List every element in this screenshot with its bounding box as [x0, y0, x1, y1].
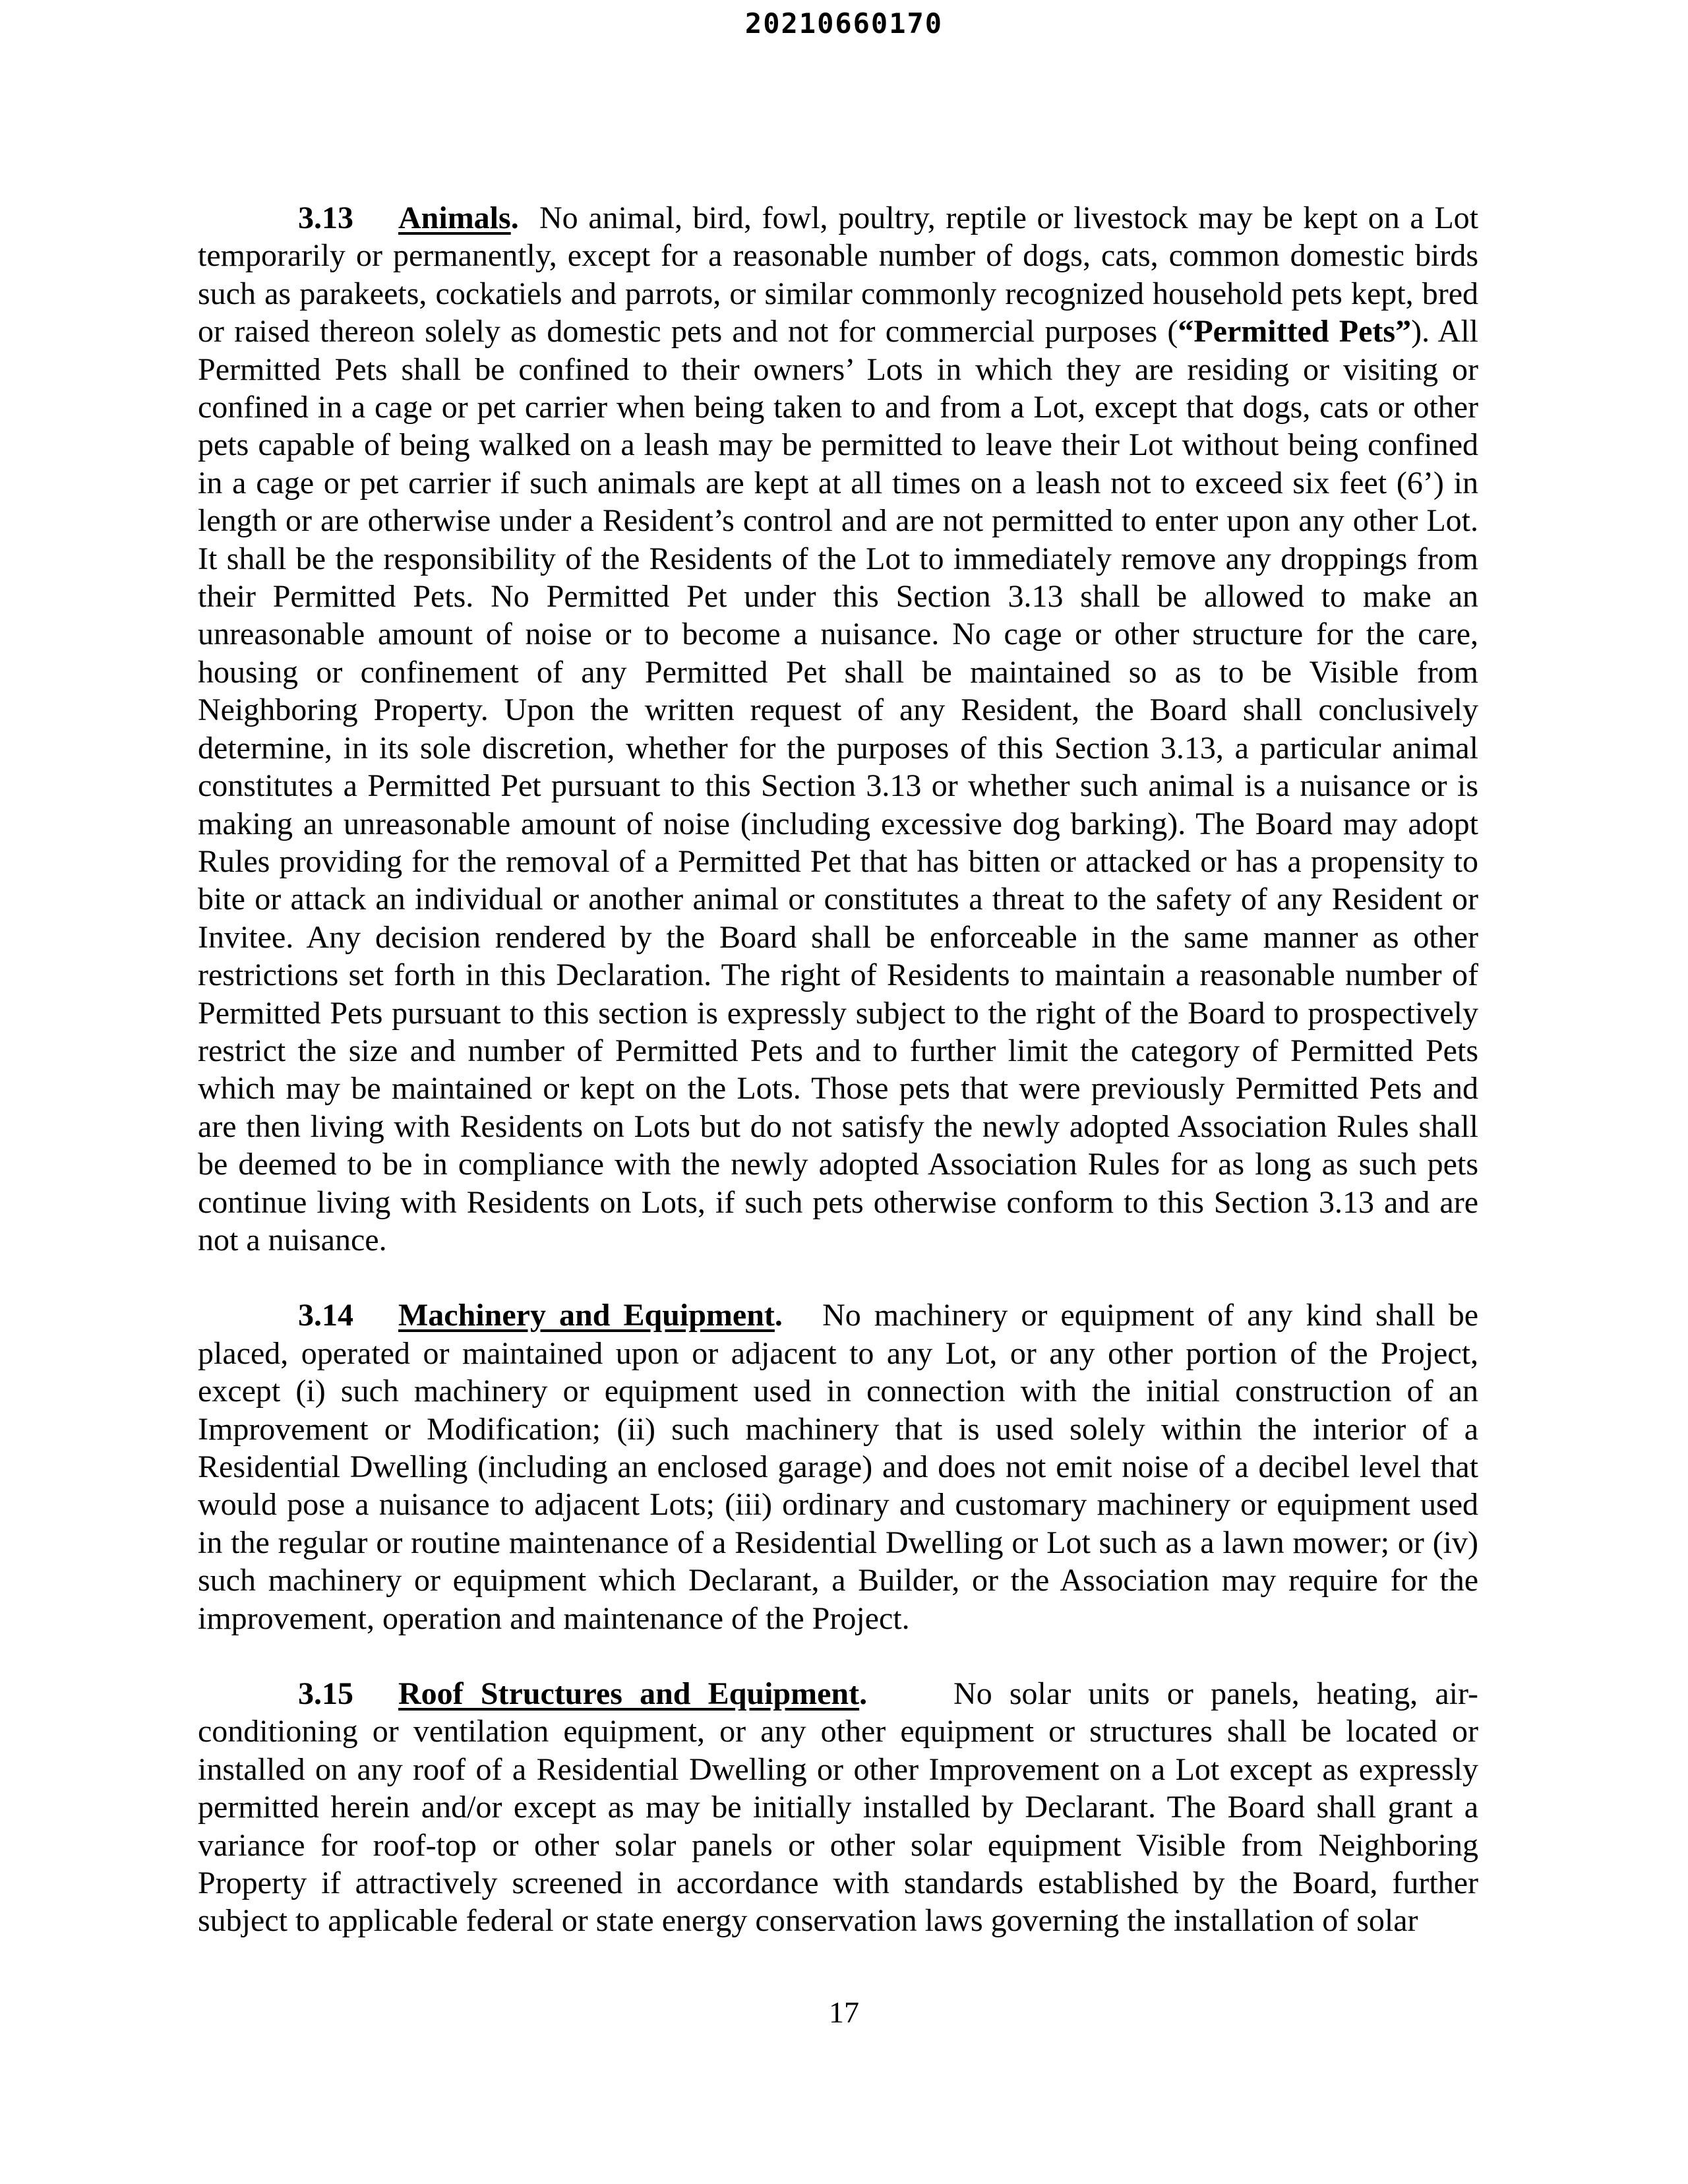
section-3-14: 3.14 Machinery and Equipment. No machinery or equipment of any kind shall be placed, operated or maintained upon or adjacent to any Lot, or any other portion of the Project, except (i) such machinery or equipment used in connection with the initial construction of an Improvement or Modification; (ii) such machinery that is used solely within the interior of a Residential Dwelling (including an enclosed garage) and does not emit noise of a decibel level that would pose a nuisance to adjacent Lots; (iii) ordinary and customary machinery or equipment used in the regular or routine maintenance of a Residential Dwelling or Lot such as a lawn mower; or (iv) such machinery or equipment which Declarant, a Builder, or the Association may require for the improvement, operation and maintenance of the Project.	[198, 1298, 1479, 1636]
section-number: 3.13	[298, 200, 353, 235]
defined-term: “Permitted Pets”	[1178, 314, 1412, 349]
document-body	[198, 199, 1478, 1978]
section-title: Machinery and Equipment	[398, 1298, 775, 1333]
section-title: Roof Structures and Equipment	[398, 1676, 860, 1712]
page-number: 17	[829, 1995, 859, 2029]
section-3-15: 3.15 Roof Structures and Equipment. No solar units or panels, heating, air-conditioning or ventilation equipment, or any other equipment or structures shall be located or installed on any roof of a Residential Dwelling or other Improvement on a Lot except as expressly permitted herein and/or except as may be initially installed by Declarant. The Board shall grant a variance for roof-top or other solar panels or other solar equipment Visible from Neighboring Property if attractively screened in accordance with standards established by the Board, further subject to applicable federal or state energy conservation laws governing the installation of solar	[198, 1676, 1479, 1939]
section-text: No solar units or panels, heating, air-conditioning or ventilation equipment, or any other equipment or structures shall be located or installed on any roof of a Residential Dwelling or other Improvement on a Lot except as expressly permitted herein and/or except as may be initially installed by Declarant. The Board shall grant a variance for roof-top or other solar panels or other solar equipment Visible from Neighboring Property if attractively screened in accordance with standards established by the Board, further subject to applicable federal or state energy conservation laws governing the installation of solar	[198, 1676, 1479, 1939]
document-number: 20210660170	[744, 7, 944, 40]
section-number: 3.15	[298, 1676, 353, 1712]
section-text: No animal, bird, fowl, poultry, reptile or livestock may be kept on a Lot temporarily or permanently, except for a reasonable number of dogs, cats, common domestic birds such as parakeets, cockatiels and parrots, or similar commonly recognized household pets kept, bred or raised thereon solely as domestic pets and not for commercial purposes (	[198, 200, 1479, 349]
section-title: Animals	[398, 200, 511, 235]
section-3-13: 3.13 Animals. No animal, bird, fowl, poultry, reptile or livestock may be kept on a Lot temporarily or permanently, except for a reasonable number of dogs, cats, common domestic birds such as parakeets, cockatiels and parrots, or similar commonly recognized household pets kept, bred or raised thereon solely as domestic pets and not for commercial purposes (“Permitted Pets”). All Permitted Pets shall be confined to their owners’ Lots in which they are residing or visiting or confined in a cage or pet carrier when being taken to and from a Lot, except that dogs, cats or other pets capable of being walked on a leash may be permitted to leave their Lot without being confined in a cage or pet carrier if such animals are kept at all times on a leash not to exceed six feet (6’) in length or are otherwise under a Resident’s control and are not permitted to enter upon any other Lot. It shall be the responsibility of the Residents of the Lot to immediately remove any droppings from their Permitted Pets. No Permitted Pet under this Section 3.13 shall be allowed to make an unreasonable amount of noise or to become a nuisance. No cage or other structure for the care, housing or confinement of any Permitted Pet shall be maintained so as to be Visible from Neighboring Property. Upon the written request of any Resident, the Board shall conclusively determine, in its sole discretion, whether for the purposes of this Section 3.13, a particular animal constitutes a Permitted Pet pursuant to this Section 3.13 or whether such animal is a nuisance or is making an unreasonable amount of noise (including excessive dog barking). The Board may adopt Rules providing for the removal of a Permitted Pet that has bitten or attacked or has a propensity to bite or attack an individual or another animal or constitutes a threat to the safety of any Resident or Invitee. Any decision rendered by the Board shall be enforceable in the same manner as other restrictions set forth in this Declaration. The right of Residents to maintain a reasonable number of Permitted Pets pursuant to this section is expressly subject to the right of the Board to prospectively restrict the size and number of Permitted Pets and to further limit the category of Permitted Pets which may be maintained or kept on the Lots. Those pets that were previously Permitted Pets and are then living with Residents on Lots but do not satisfy the newly adopted Association Rules shall be deemed to be in compliance with the newly adopted Association Rules for as long as such pets continue living with Residents on Lots, if such pets otherwise conform to this Section 3.13 and are not a nuisance.	[198, 200, 1479, 1258]
section-number: 3.14	[298, 1298, 353, 1333]
section-text: No machinery or equipment of any kind shall be placed, operated or maintained upon or adjacent to any Lot, or any other portion of the Project, except (i) such machinery or equipment used in connection with the initial construction of an Improvement or Modification; (ii) such machinery that is used solely within the interior of a Residential Dwelling (including an enclosed garage) and does not emit noise of a decibel level that would pose a nuisance to adjacent Lots; (iii) ordinary and customary machinery or equipment used in the regular or routine maintenance of a Residential Dwelling or Lot such as a lawn mower; or (iv) such machinery or equipment which Declarant, a Builder, or the Association may require for the improvement, operation and maintenance of the Project.	[198, 1298, 1479, 1636]
section-text-continued: ). All Permitted Pets shall be confined to their owners’ Lots in which they are residing or visiting or confined in a cage or pet carrier when being taken to and from a Lot, except that dogs, cats or other pets capable of being walked on a leash may be permitted to leave their Lot without being confined in a cage or pet carrier if such animals are kept at all times on a leash not to exceed six feet (6’) in length or are otherwise under a Resident’s control and are not permitted to enter upon any other Lot. It shall be the responsibility of the Residents of the Lot to immediately remove any droppings from their Permitted Pets. No Permitted Pet under this Section 3.13 shall be allowed to make an unreasonable amount of noise or to become a nuisance. No cage or other structure for the care, housing or confinement of any Permitted Pet shall be maintained so as to be Visible from Neighboring Property. Upon the written request of any Resident, the Board shall conclusively determine, in its sole discretion, whether for the purposes of this Section 3.13, a particular animal constitutes a Permitted Pet pursuant to this Section 3.13 or whether such animal is a nuisance or is making an unreasonable amount of noise (including excessive dog barking). The Board may adopt Rules providing for the removal of a Permitted Pet that has bitten or attacked or has a propensity to bite or attack an individual or another animal or constitutes a threat to the safety of any Resident or Invitee. Any decision rendered by the Board shall be enforceable in the same manner as other restrictions set forth in this Declaration. The right of Residents to maintain a reasonable number of Permitted Pets pursuant to this section is expressly subject to the right of the Board to prospectively restrict the size and number of Permitted Pets and to further limit the category of Permitted Pets which may be maintained or kept on the Lots. Those pets that were previously Permitted Pets and are then living with Residents on Lots but do not satisfy the newly adopted Association Rules shall be deemed to be in compliance with the newly adopted Association Rules for as long as such pets continue living with Residents on Lots, if such pets otherwise conform to this Section 3.13 and are not a nuisance.	[198, 314, 1478, 1258]
